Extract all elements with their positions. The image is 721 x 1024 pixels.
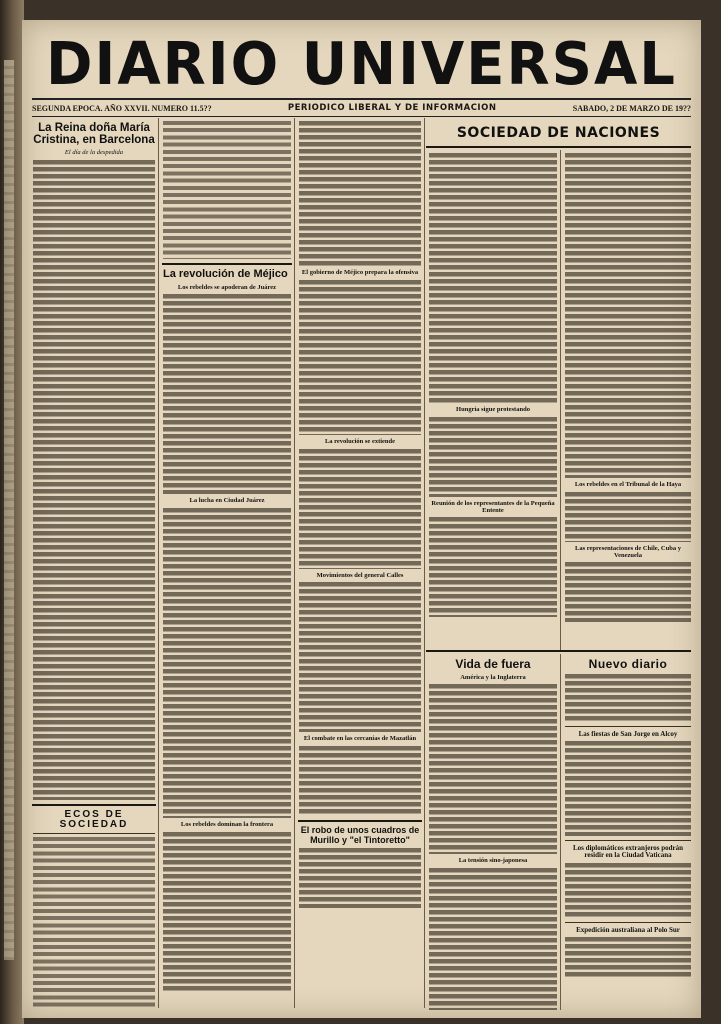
vida-text-2: [429, 868, 557, 1010]
league-text-1: [429, 153, 557, 403]
col5-text-2: [565, 562, 691, 622]
mexico-text-1: [163, 294, 291, 494]
league-text-3: [429, 517, 557, 617]
edition-info: SEGUNDA EPOCA. AÑO XXVII. NUMERO 11.5??: [32, 103, 212, 113]
col3-text-1: [299, 121, 421, 266]
book-binding: [0, 0, 24, 1024]
mexico-text-2: [163, 508, 291, 818]
nuevo-diario-text: [565, 674, 691, 722]
murillo-headline: El robo de unos cuadros de Murillo y "el Tintoretto": [300, 825, 420, 845]
column-4-bottom: [426, 654, 561, 1010]
queen-headline: La Reina doña María Cristina, en Barcelona: [33, 122, 155, 147]
col5-sub1: Los rebeldes en el Tribunal de la Haya: [574, 481, 682, 488]
col3-text-3: [299, 449, 421, 569]
alcoy-text: [565, 741, 691, 836]
col2-top-text: [163, 121, 291, 259]
column-2: [160, 118, 295, 1008]
rule: [298, 820, 422, 822]
mexico-sub2: La lucha en Ciudad Juárez: [189, 497, 265, 505]
vida-sub2: La tensión sino-japonesa: [458, 857, 528, 865]
column-4-top: [426, 150, 561, 650]
newspaper-page: [22, 20, 701, 1018]
rule: [565, 922, 691, 923]
australia-headline: Expedición australiana al Polo Sur: [576, 925, 680, 934]
col5-text-1: [565, 492, 691, 542]
col3-sub1: El gobierno de Méjico prepara la ofensiva: [301, 269, 419, 276]
mexico-text-3: [163, 832, 291, 992]
society-text: [33, 837, 155, 1008]
issue-date: SABADO, 2 DE MARZO DE 19??: [572, 103, 691, 113]
queen-article-text: [33, 160, 155, 800]
society-section-title: ECOS DE SOCIEDAD: [59, 808, 129, 831]
rule: [565, 726, 691, 727]
binding-edge: [4, 60, 14, 960]
league-text-2: [429, 417, 557, 497]
league-text-4: [565, 153, 691, 478]
murillo-text: [299, 848, 421, 908]
lower-rule: [426, 650, 691, 652]
column-1: [30, 118, 159, 1008]
queen-kicker: El día de la despedida: [64, 149, 124, 157]
mexico-sub3: Los rebeldes dominan la frontera: [180, 821, 274, 829]
col3-text-2: [299, 280, 421, 435]
col3-sub2: La revolución se extiende: [324, 437, 396, 445]
league-sub1: Hungría sigue protestando: [456, 406, 530, 413]
mexico-headline: La revolución de Méjico: [163, 268, 288, 280]
masthead-subline: [32, 98, 691, 117]
column-5-bottom: [562, 654, 694, 1010]
masthead-title: DIARIO UNIVERSAL: [46, 30, 677, 99]
rule: [565, 840, 691, 841]
col3-sub3: Movimientos del general Calles: [316, 571, 404, 579]
league-of-nations-banner: SOCIEDAD DE NACIONES: [426, 120, 691, 148]
australia-text: [565, 937, 691, 977]
column-5-top: [562, 150, 694, 650]
col5-sub2: Las representaciones de Chile, Cuba y Venezuela: [575, 544, 681, 559]
tagline: PERIODICO LIBERAL Y DE INFORMACION: [287, 103, 497, 113]
mexico-sub1: Los rebeldes se apoderan de Juárez: [177, 283, 277, 291]
column-3: [296, 118, 425, 1008]
col3-sub4: El combate en las cercanías de Mazatlán: [303, 735, 417, 743]
diplomats-text: [565, 863, 691, 918]
league-sub2: Reunión de los representantes de la Pequeña Entente: [431, 499, 555, 514]
diplomats-headline: Los diplomáticos extranjeros podrán residir en la Ciudad Vaticana: [572, 843, 684, 860]
rule: [162, 263, 292, 265]
vida-text-1: [429, 684, 557, 854]
vida-sub1: América y la Inglaterra: [460, 673, 526, 681]
col3-text-4: [299, 582, 421, 732]
col3-text-5: [299, 746, 421, 816]
section-rule: [32, 804, 156, 806]
nuevo-diario-headline: Nuevo diario: [588, 657, 668, 671]
rule: [33, 833, 155, 834]
vida-de-fuera-headline: Vida de fuera: [455, 657, 531, 671]
alcoy-headline: Las fiestas de San Jorge en Alcoy: [578, 729, 678, 738]
